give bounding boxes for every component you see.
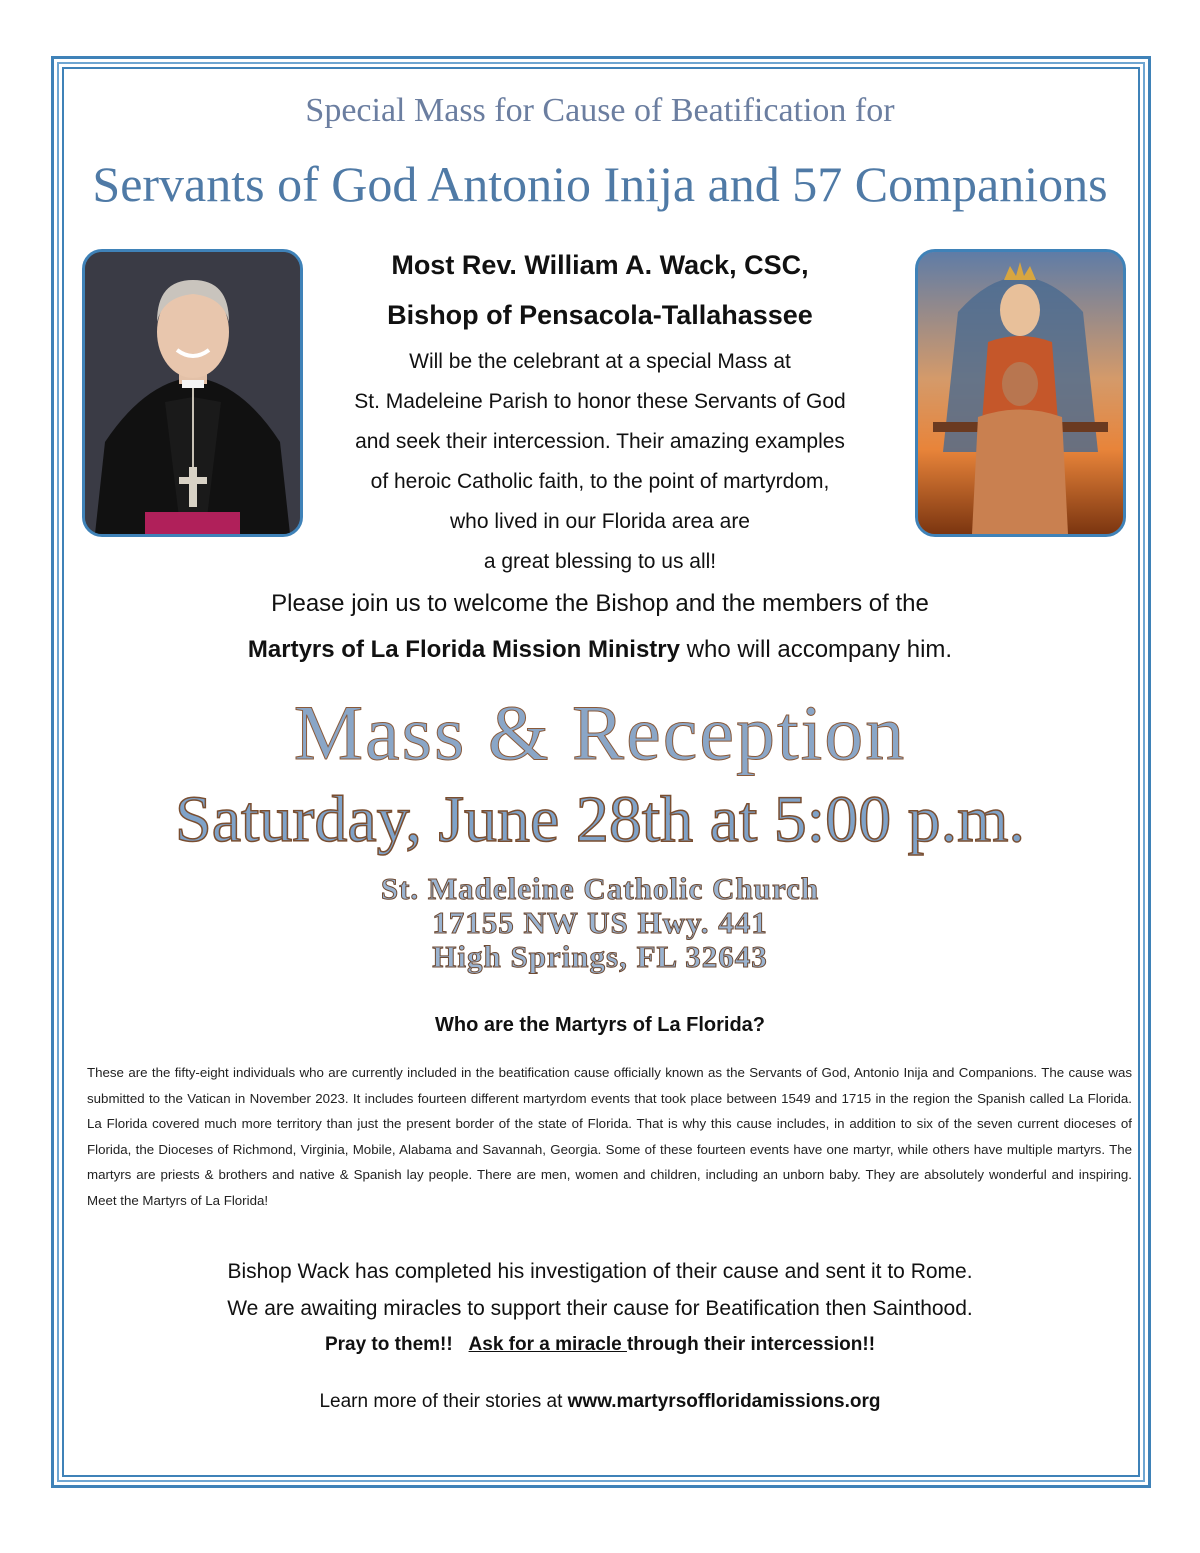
event-street: 17155 NW US Hwy. 441 bbox=[432, 905, 768, 940]
celebrant-text-line: Will be the celebrant at a special Mass at bbox=[409, 350, 791, 373]
header-title: Servants of God Antonio Inija and 57 Companions bbox=[92, 156, 1108, 212]
learn-more-line bbox=[0, 1391, 1200, 1413]
pray-line bbox=[0, 1334, 1200, 1356]
website-link[interactable]: www.martyrsoffloridamissions.org bbox=[567, 1391, 881, 1412]
learn-more-prefix: Learn more of their stories at bbox=[319, 1391, 568, 1412]
celebrant-title: Bishop of Pensacola-Tallahassee bbox=[387, 300, 813, 330]
closing-line-2: We are awaiting miracles to support their cause for Beatification then Sainthood. bbox=[227, 1297, 973, 1320]
event-title: Mass & Reception bbox=[293, 689, 907, 776]
celebrant-text-line: St. Madeleine Parish to honor these Servants of God bbox=[354, 390, 846, 413]
about-body: These are the fifty-eight individuals who are currently included in the beatification cause officially known as the Servants of God, Antonio Inija and Companions. The cause was submitted to the Vatican in November 2023. It includes fourteen different martyrdom events that took place between 1549 and 1715 in the region the Spanish called La Florida. La Florida covered much more territory than just the present border of the state of Florida. That is why this cause includes, in addition to six of the seven current dioceses of Florida, the Dioceses of Richmond, Virginia, Mobile, Alabama and Savannah, Georgia. Some of these fourteen events have one martyr, while others have multiple martyrs. The martyrs are priests & brothers and native & Spanish lay people. There are men, women and children, including an unborn baby. They are absolutely wonderful and inspiring. Meet the Martyrs of La Florida! bbox=[87, 1065, 1132, 1208]
invite-line-2 bbox=[0, 636, 1200, 664]
ask-miracle-text: Ask for a miracle bbox=[468, 1334, 627, 1355]
celebrant-text-line: and seek their intercession. Their amazing examples bbox=[355, 430, 845, 453]
celebrant-text-line: a great blessing to us all! bbox=[483, 550, 717, 573]
invite-line-1: Please join us to welcome the Bishop and the members of the bbox=[271, 590, 929, 617]
event-datetime: Saturday, June 28th at 5:00 p.m. bbox=[175, 783, 1025, 856]
event-venue: St. Madeleine Catholic Church bbox=[380, 871, 820, 906]
intercession-text: through their intercession!! bbox=[626, 1334, 876, 1355]
invite-line-2-rest: who will accompany him. bbox=[679, 636, 953, 663]
event-city: High Springs, FL 32643 bbox=[432, 939, 768, 974]
celebrant-name: Most Rev. William A. Wack, CSC, bbox=[391, 250, 809, 280]
celebrant-text-line: who lived in our Florida area are bbox=[450, 510, 750, 533]
ministry-name: Martyrs of La Florida Mission Ministry bbox=[247, 636, 680, 663]
header-subtitle: Special Mass for Cause of Beatification for bbox=[305, 92, 895, 129]
celebrant-text-line: of heroic Catholic faith, to the point of martyrdom, bbox=[370, 470, 830, 493]
about-heading: Who are the Martyrs of La Florida? bbox=[434, 1014, 766, 1036]
closing-line-1: Bishop Wack has completed his investigation of their cause and sent it to Rome. bbox=[227, 1260, 973, 1283]
pray-text: Pray to them!! bbox=[324, 1334, 453, 1355]
